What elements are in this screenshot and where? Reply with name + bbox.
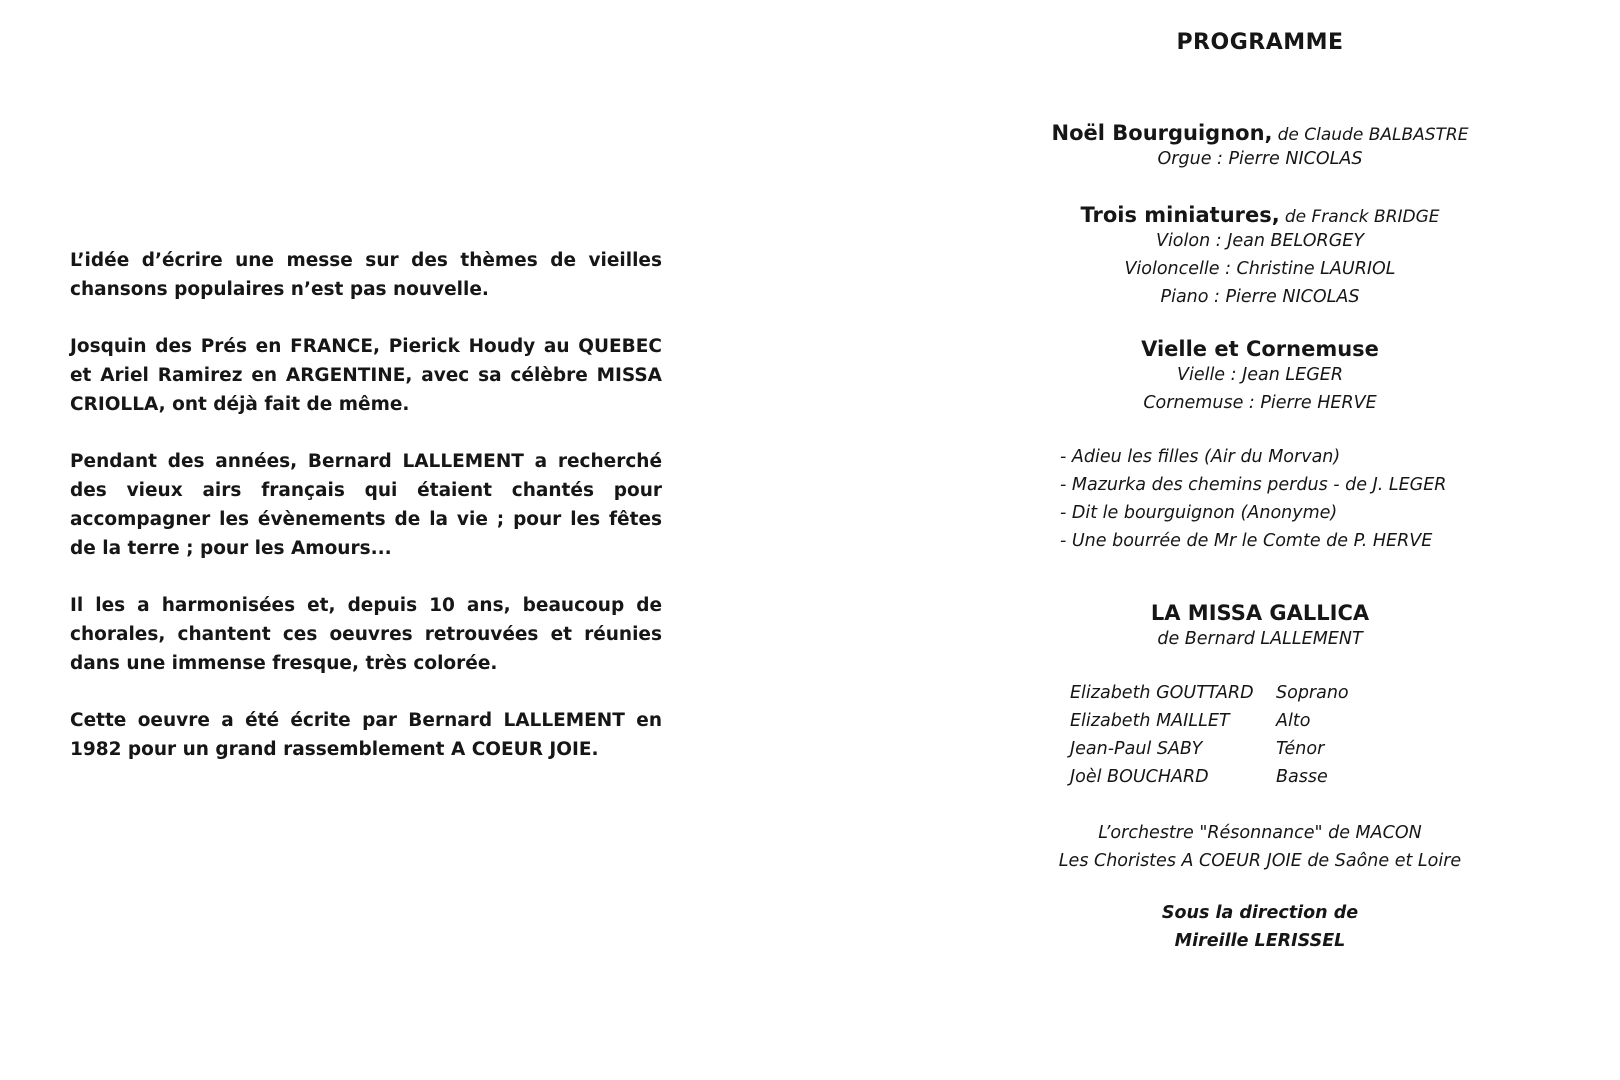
piece-trois-miniatures xyxy=(1000,203,1520,311)
performer: Violon : Jean BELORGEY xyxy=(1155,231,1365,251)
soloist-name: Elizabeth MAILLET xyxy=(1070,711,1230,731)
list-item: - Adieu les filles (Air du Morvan) xyxy=(1060,447,1341,467)
paragraph: Josquin des Prés en FRANCE, Pierick Houdy au QUEBEC et Ariel Ramirez en ARGENTINE, avec sa célèbre MISSA CRIOLLA, ont déjà fait de même. xyxy=(70,336,662,415)
table-row xyxy=(1070,679,1349,707)
table-row xyxy=(1070,707,1349,735)
paragraph: L’idée d’écrire une messe sur des thèmes de vieilles chansons populaires n’est pas nouvelle. xyxy=(70,250,662,300)
programme xyxy=(1000,30,1520,955)
piece-vielle-cornemuse xyxy=(1000,337,1520,417)
piece-title: Trois miniatures, xyxy=(1080,203,1280,227)
performer: Piano : Pierre NICOLAS xyxy=(1160,287,1360,307)
conductor-name: Mireille LERISSEL xyxy=(1174,931,1346,951)
piece-title: Vielle et Cornemuse xyxy=(1141,337,1379,361)
piece-title: Noël Bourguignon, xyxy=(1051,121,1273,145)
intro-text xyxy=(70,246,662,792)
direction-label: Sous la direction de xyxy=(1161,903,1359,923)
piece-composer: de Franck BRIDGE xyxy=(1284,207,1440,227)
ensembles xyxy=(1000,819,1520,875)
soloist-voice: Ténor xyxy=(1276,739,1325,759)
soloist-name: Elizabeth GOUTTARD xyxy=(1070,683,1254,703)
direction xyxy=(1000,899,1520,955)
paragraph: Cette oeuvre a été écrite par Bernard LALLEMENT en 1982 pour un grand rassemblement A COEUR JOIE. xyxy=(70,710,662,760)
piece-composer: de Bernard LALLEMENT xyxy=(1157,629,1363,649)
paragraph: Pendant des années, Bernard LALLEMENT a recherché des vieux airs français qui étaient chantés pour accompagner les évènements de la vie ; pour les fêtes de la terre ; pour les Amours... xyxy=(70,451,662,559)
paragraph: Il les a harmonisées et, depuis 10 ans, beaucoup de chorales, chantent ces oeuvres retrouvées et réunies dans une immense fresque, très colorée. xyxy=(70,595,662,674)
soloist-voice: Alto xyxy=(1276,711,1311,731)
list-item: - Une bourrée de Mr le Comte de P. HERVE xyxy=(1060,531,1433,551)
performer: Cornemuse : Pierre HERVE xyxy=(1143,393,1377,413)
piece-noel-bourguignon xyxy=(1000,121,1520,173)
piece-missa-gallica xyxy=(1000,601,1520,653)
programme-title: PROGRAMME xyxy=(1176,30,1344,55)
soloist-voice: Soprano xyxy=(1276,683,1349,703)
ensemble: Les Choristes A COEUR JOIE de Saône et Loire xyxy=(1058,851,1462,871)
performer: Violoncelle : Christine LAURIOL xyxy=(1124,259,1396,279)
piece-title: LA MISSA GALLICA xyxy=(1150,601,1370,625)
list-item: - Dit le bourguignon (Anonyme) xyxy=(1060,503,1338,523)
performer: Vielle : Jean LEGER xyxy=(1176,365,1343,385)
soloist-voice: Basse xyxy=(1276,767,1328,787)
performer: Orgue : Pierre NICOLAS xyxy=(1157,149,1363,169)
table-row xyxy=(1070,735,1349,763)
soloists-table xyxy=(1070,679,1349,791)
table-row xyxy=(1070,763,1349,791)
soloist-name: Jean-Paul SABY xyxy=(1070,739,1203,759)
soloist-name: Joèl BOUCHARD xyxy=(1070,767,1209,787)
track-list xyxy=(1000,443,1520,555)
ensemble: L’orchestre "Résonnance" de MACON xyxy=(1098,823,1422,843)
piece-composer: de Claude BALBASTRE xyxy=(1277,125,1469,145)
list-item: - Mazurka des chemins perdus - de J. LEGER xyxy=(1060,475,1447,495)
